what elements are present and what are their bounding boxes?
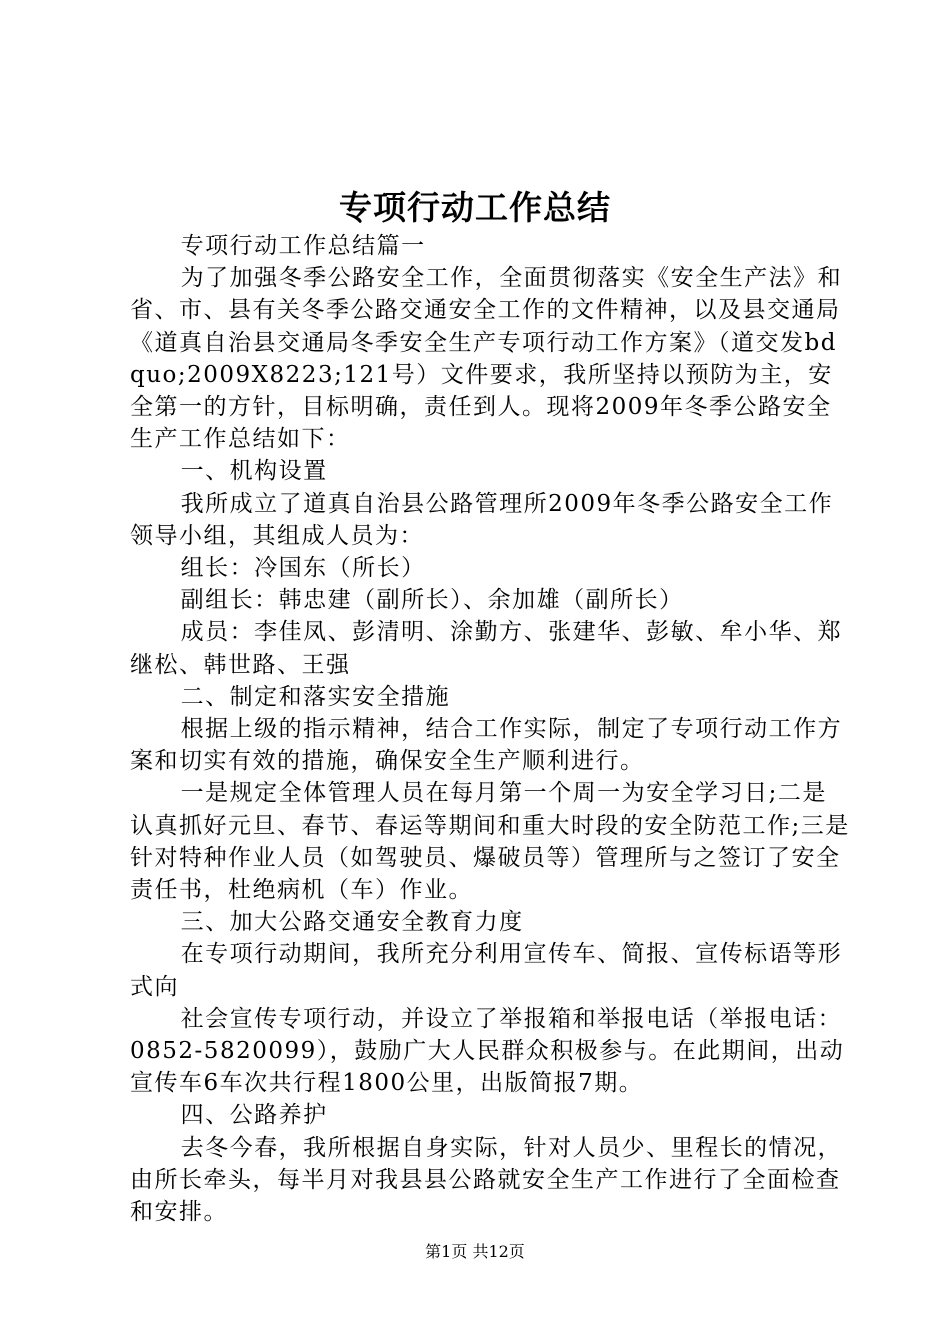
paragraph: 根据上级的指示精神，结合工作实际，制定了专项行动工作方案和切实有效的措施，确保安全生产顺利进行。 [130,716,843,775]
paragraph: 为了加强冬季公路安全工作，全面贯彻落实《安全生产法》和省、市、县有关冬季公路交通安全工作的文件精神，以及县交通局《道真自治县交通局冬季安全生产专项行动工作方案》（道交发bdquo;2009X8223;121号）文件要求，我所坚持以预防为主，安全第一的方针，目标明确，责任到人。现将2009年冬季公路安全生产工作总结如下： [130,265,843,453]
section-heading: 二、制定和落实安全措施 [180,683,451,710]
section-heading: 三、加大公路交通安全教育力度 [180,909,524,936]
paragraph: 我所成立了道真自治县公路管理所2009年冬季公路安全工作领导小组，其组成人员为： [130,490,834,549]
section-heading: 一、机构设置 [180,458,328,485]
paragraph: 去冬今春，我所根据自身实际，针对人员少、里程长的情况，由所长牵头，每半月对我县县公路就安全生产工作进行了全面检查和安排。 [130,1134,843,1226]
paragraph: 社会宣传专项行动，并设立了举报箱和举报电话（举报电话：0852-5820099），鼓励广大人民群众积极参与。在此期间，出动宣传车6车次共行程1800公里，出版简报7期。 [130,1005,845,1097]
document-body [130,230,850,1228]
paragraph: 一是规定全体管理人员在每月第一个周一为安全学习日;二是认真抓好元旦、春节、春运等期间和重大时段的安全防范工作;三是针对特种作业人员（如驾驶员、爆破员等）管理所与之签订了安全责任书，杜绝病机（车）作业。 [130,780,850,904]
page-title: 专项行动工作总结 [339,188,611,227]
paragraph: 组长：冷国东（所长） [180,555,426,582]
page-footer: 第1页 共12页 [425,1242,525,1261]
paragraph: 副组长：韩忠建（副所长）、余加雄（副所长） [180,587,684,614]
section-heading: 四、公路养护 [180,1102,328,1129]
section-heading: 专项行动工作总结篇一 [180,233,426,259]
paragraph: 在专项行动期间，我所充分利用宣传车、简报、宣传标语等形式向 [130,941,843,1000]
paragraph: 成员：李佳凤、彭清明、涂勤方、张建华、彭敏、牟小华、郑继松、韩世路、王强 [130,619,843,678]
